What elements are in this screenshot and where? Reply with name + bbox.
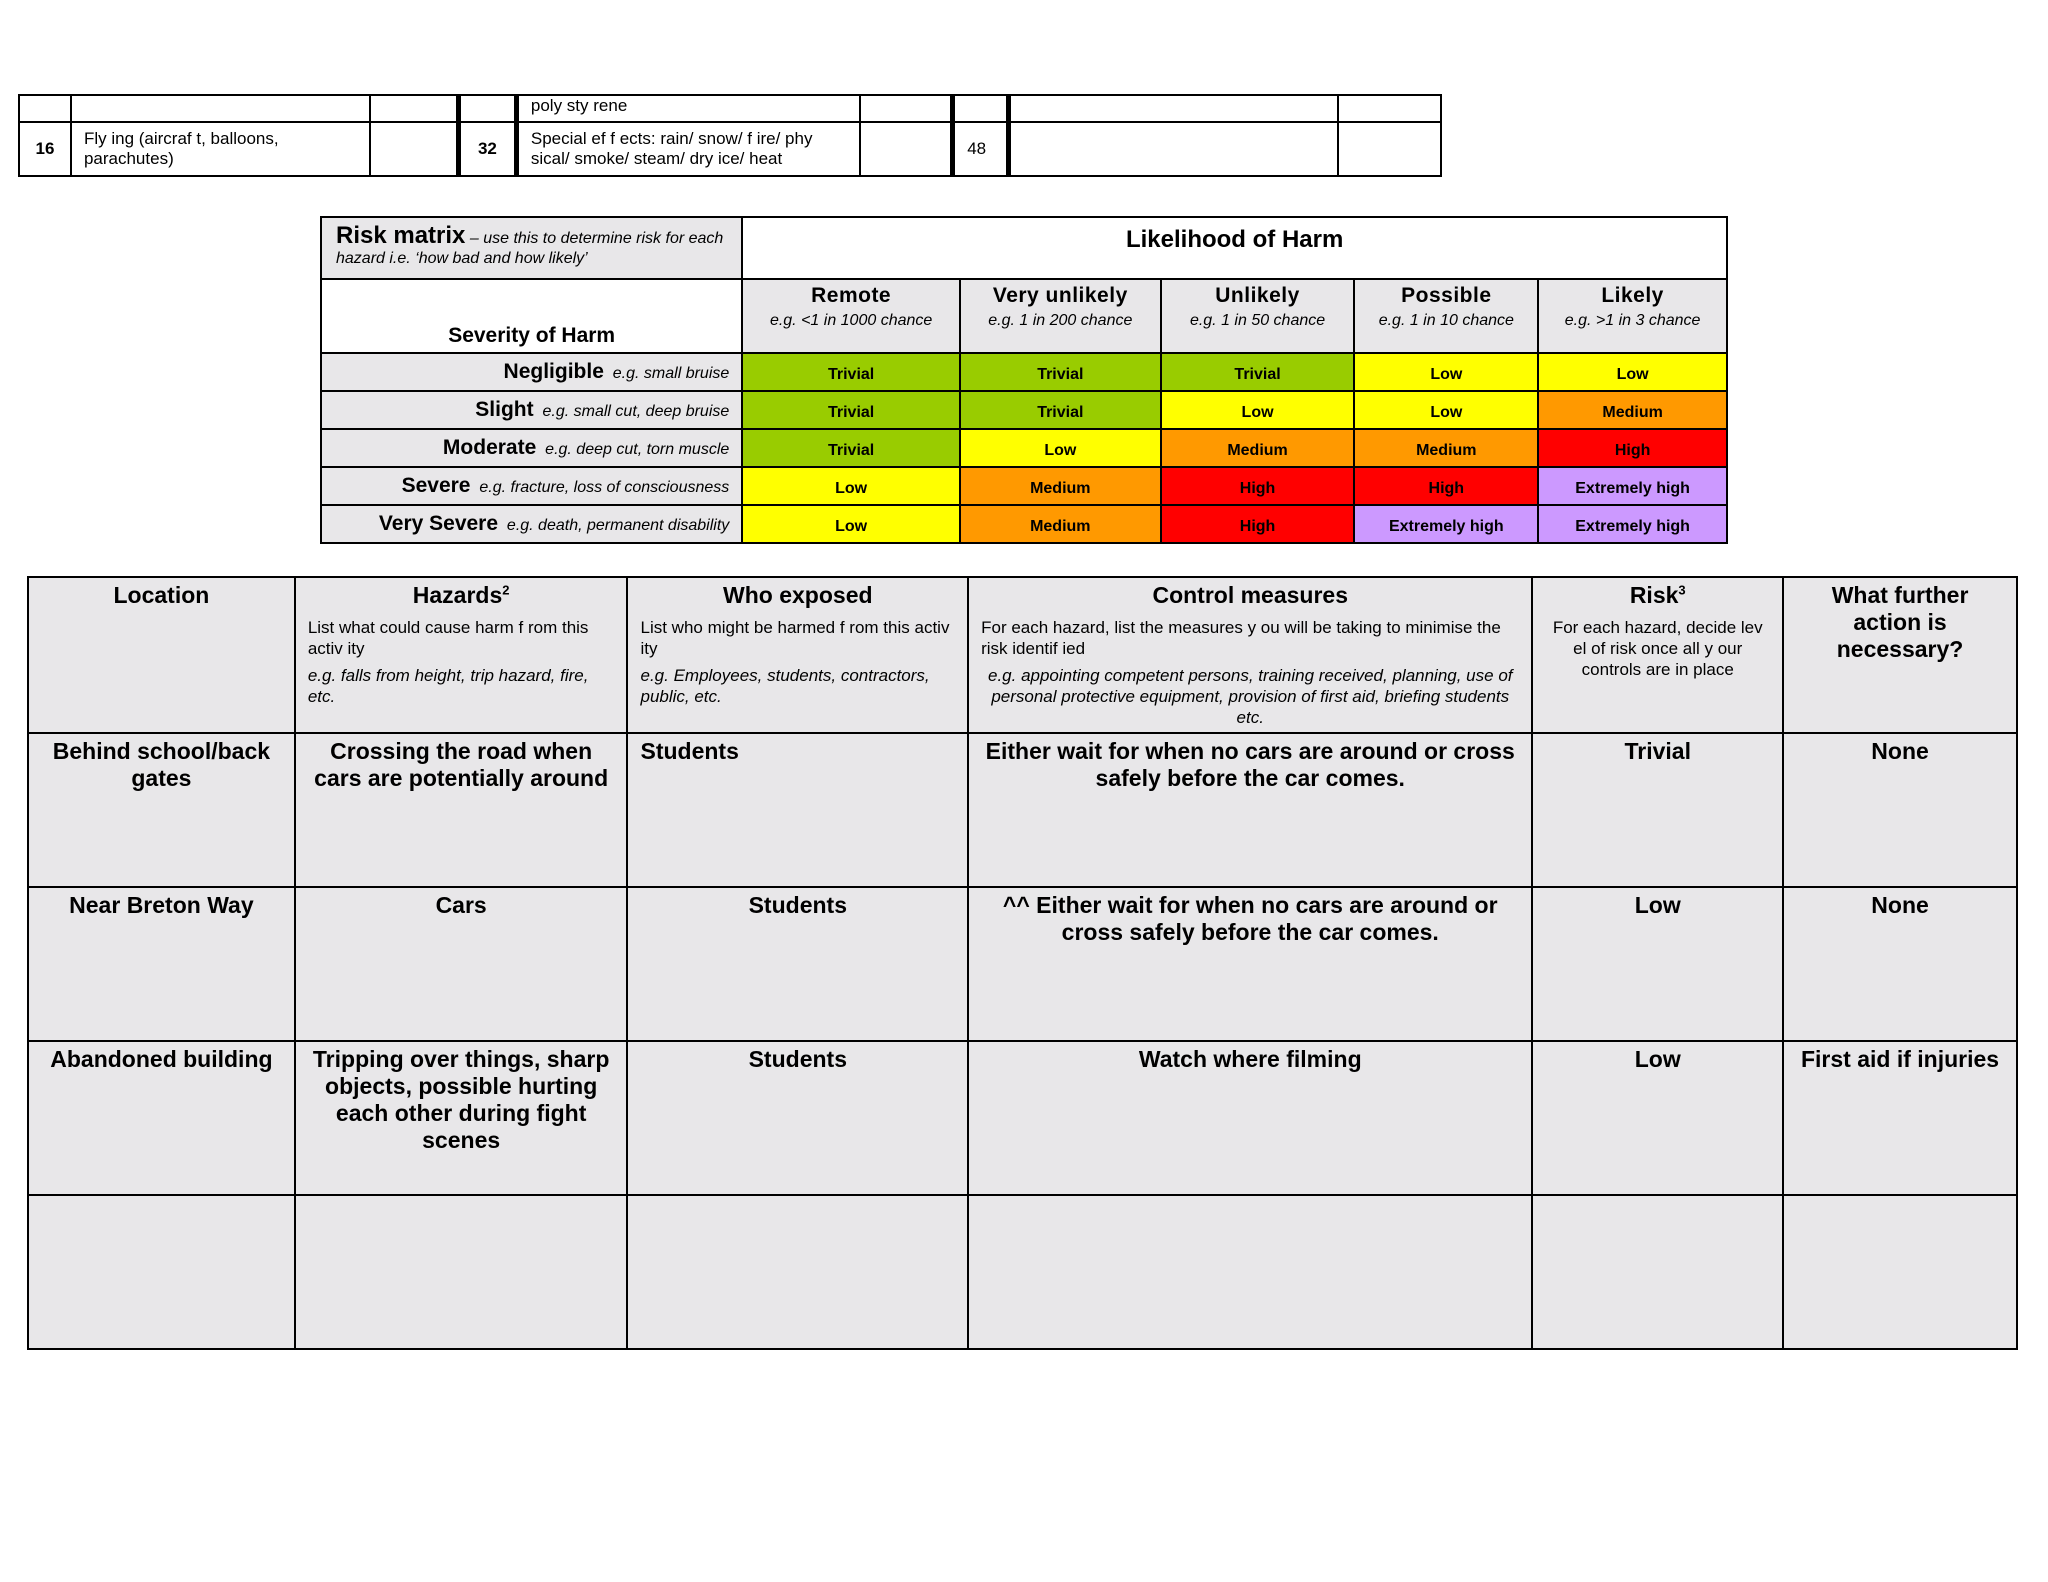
likelihood-example: e.g. 1 in 50 chance: [1189, 312, 1326, 329]
risk-level-cell: Low: [1354, 391, 1538, 429]
severity-example: e.g. small cut, deep bruise: [542, 403, 730, 420]
header-description: List what could cause harm f rom this activ ity: [307, 618, 589, 658]
risk-level-cell: Medium: [1354, 429, 1538, 467]
cell-further-action: None: [1783, 887, 2017, 1041]
risk-level-cell: Trivial: [742, 353, 960, 391]
severity-label: Negligible: [503, 360, 604, 383]
hazard-number: [458, 95, 516, 122]
risk-level-cell: Low: [960, 429, 1161, 467]
cell-hazards: Crossing the road when cars are potentially around: [295, 733, 628, 887]
hazard-check: [370, 95, 459, 122]
risk-level-cell: Medium: [1538, 391, 1727, 429]
severity-label: Moderate: [442, 436, 537, 459]
cell-risk: Low: [1532, 887, 1783, 1041]
footnote-marker: 2: [502, 582, 510, 598]
hazard-number: 48: [953, 122, 1009, 176]
likelihood-label: Unlikely: [1215, 284, 1300, 307]
risk-level-cell: Low: [742, 467, 960, 505]
hazard-check: [1338, 95, 1441, 122]
cell-further-action: First aid if injuries: [1783, 1041, 2017, 1195]
likelihood-label: Remote: [811, 284, 892, 307]
footnote-marker: 3: [1678, 582, 1686, 598]
likelihood-header: [1161, 279, 1355, 353]
header-title: Location: [113, 582, 210, 608]
severity-label-cell: [321, 391, 742, 429]
hazard-text: poly sty rene: [516, 95, 859, 122]
risk-matrix-title: Risk matrix: [336, 222, 466, 249]
cell-risk: [1532, 1195, 1783, 1349]
hazard-text: [1009, 122, 1338, 176]
risk-level-cell: Extremely high: [1538, 505, 1727, 543]
likelihood-example: e.g. >1 in 3 chance: [1564, 312, 1701, 329]
cell-hazards: Cars: [295, 887, 628, 1041]
header-hazards: [295, 577, 628, 733]
hazard-list-table: [18, 94, 1442, 177]
risk-level-cell: Low: [1161, 391, 1355, 429]
header-further-action: [1783, 577, 2017, 733]
header-description: For each hazard, list the measures y ou will be taking to minimise the risk identif ied: [981, 618, 1501, 658]
header-title: Hazards: [412, 582, 503, 608]
cell-risk: Low: [1532, 1041, 1783, 1195]
hazard-list-row: [19, 95, 1441, 122]
header-title: What further action is necessary?: [1831, 582, 1969, 662]
cell-risk: Trivial: [1532, 733, 1783, 887]
severity-row: [321, 391, 1727, 429]
risk-level-cell: Medium: [960, 467, 1161, 505]
severity-label: Severe: [401, 474, 471, 497]
likelihood-label: Possible: [1401, 284, 1492, 307]
likelihood-example: e.g. 1 in 10 chance: [1378, 312, 1514, 329]
cell-who-exposed: Students: [627, 733, 968, 887]
severity-row: [321, 505, 1727, 543]
risk-level-cell: Trivial: [742, 429, 960, 467]
cell-location: Abandoned building: [28, 1041, 295, 1195]
risk-level-cell: Trivial: [960, 391, 1161, 429]
header-control-measures: [968, 577, 1532, 733]
likelihood-label: Likely: [1601, 284, 1664, 307]
header-title: Who exposed: [723, 582, 873, 608]
hazard-number: [953, 95, 1009, 122]
hazard-text: Special ef f ects: rain/ snow/ f ire/ phy sical/ smoke/ steam/ dry ice/ heat: [516, 122, 859, 176]
hazard-text: [71, 95, 370, 122]
severity-label-cell: [321, 505, 742, 543]
header-location: [28, 577, 295, 733]
risk-matrix-intro: [321, 217, 742, 279]
risk-matrix: [320, 216, 1728, 544]
risk-level-cell: High: [1354, 467, 1538, 505]
cell-who-exposed: [627, 1195, 968, 1349]
severity-example: e.g. fracture, loss of consciousness: [479, 479, 730, 496]
cell-who-exposed: Students: [627, 887, 968, 1041]
hazard-number: 16: [19, 122, 71, 176]
hazard-number: 32: [458, 122, 516, 176]
cell-further-action: [1783, 1195, 2017, 1349]
table-row-empty: [28, 1195, 2017, 1349]
severity-label-cell: [321, 353, 742, 391]
severity-label: Slight: [475, 398, 534, 421]
severity-row: [321, 467, 1727, 505]
risk-level-cell: Low: [1538, 353, 1727, 391]
risk-level-cell: Trivial: [1161, 353, 1355, 391]
hazard-check: [860, 95, 953, 122]
header-title: Risk: [1629, 582, 1679, 608]
risk-level-cell: Medium: [960, 505, 1161, 543]
risk-level-cell: Low: [1354, 353, 1538, 391]
table-header-row: [28, 577, 2017, 733]
likelihood-example: e.g. <1 in 1000 chance: [769, 312, 933, 329]
table-row: [28, 887, 2017, 1041]
header-who-exposed: [627, 577, 968, 733]
cell-location: Behind school/back gates: [28, 733, 295, 887]
cell-control-measures: Watch where filming: [968, 1041, 1532, 1195]
severity-label-cell: [321, 467, 742, 505]
likelihood-label: Very unlikely: [992, 284, 1128, 307]
hazard-list-row: [19, 122, 1441, 176]
severity-row: [321, 429, 1727, 467]
severity-example: e.g. deep cut, torn muscle: [545, 441, 730, 458]
severity-example: e.g. small bruise: [612, 365, 730, 382]
risk-level-cell: Low: [742, 505, 960, 543]
cell-who-exposed: Students: [627, 1041, 968, 1195]
likelihood-example: e.g. 1 in 200 chance: [988, 312, 1133, 329]
header-risk: [1532, 577, 1783, 733]
risk-level-cell: High: [1161, 467, 1355, 505]
likelihood-header: [1354, 279, 1538, 353]
risk-level-cell: Extremely high: [1538, 467, 1727, 505]
header-example: e.g. Employees, students, contractors, public, etc.: [640, 666, 930, 706]
cell-further-action: None: [1783, 733, 2017, 887]
header-title: Control measures: [1152, 582, 1349, 608]
header-description: List who might be harmed f rom this activ ity: [640, 618, 950, 658]
likelihood-header: [1538, 279, 1727, 353]
risk-level-cell: High: [1538, 429, 1727, 467]
header-example: e.g. appointing competent persons, training received, planning, use of personal protective equipment, provision of first aid, briefing students etc.: [987, 666, 1513, 727]
cell-hazards: [295, 1195, 628, 1349]
severity-label: Very Severe: [378, 512, 499, 535]
cell-location: Near Breton Way: [28, 887, 295, 1041]
hazard-number: [19, 95, 71, 122]
cell-control-measures: [968, 1195, 1532, 1349]
severity-example: e.g. death, permanent disability: [506, 517, 730, 534]
hazard-text: [1009, 95, 1338, 122]
risk-level-cell: High: [1161, 505, 1355, 543]
risk-level-cell: Extremely high: [1354, 505, 1538, 543]
header-example: e.g. falls from height, trip hazard, fire, etc.: [307, 666, 589, 706]
risk-level-cell: Medium: [1161, 429, 1355, 467]
hazard-check: [370, 122, 459, 176]
severity-title: Severity of Harm: [321, 279, 742, 353]
cell-control-measures: Either wait for when no cars are around or cross safely before the car comes.: [968, 733, 1532, 887]
hazard-text: Fly ing (aircraf t, balloons, parachutes): [71, 122, 370, 176]
likelihood-title: Likelihood of Harm: [742, 217, 1727, 279]
table-row: [28, 1041, 2017, 1195]
severity-row: [321, 353, 1727, 391]
hazard-check: [860, 122, 953, 176]
cell-hazards: Tripping over things, sharp objects, possible hurting each other during fight scenes: [295, 1041, 628, 1195]
risk-level-cell: Trivial: [742, 391, 960, 429]
cell-location: [28, 1195, 295, 1349]
likelihood-header: [742, 279, 960, 353]
likelihood-header: [960, 279, 1161, 353]
cell-control-measures: ^^ Either wait for when no cars are around or cross safely before the car comes.: [968, 887, 1532, 1041]
header-description: For each hazard, decide lev el of risk once all y our controls are in place: [1552, 618, 1763, 679]
table-row: [28, 733, 2017, 887]
risk-level-cell: Trivial: [960, 353, 1161, 391]
severity-label-cell: [321, 429, 742, 467]
risk-assessment-table: [27, 576, 2018, 1350]
hazard-check: [1338, 122, 1441, 176]
risk-matrix-note: – use this to determine risk for each hazard i.e. ‘how bad and how likely’: [336, 230, 724, 267]
